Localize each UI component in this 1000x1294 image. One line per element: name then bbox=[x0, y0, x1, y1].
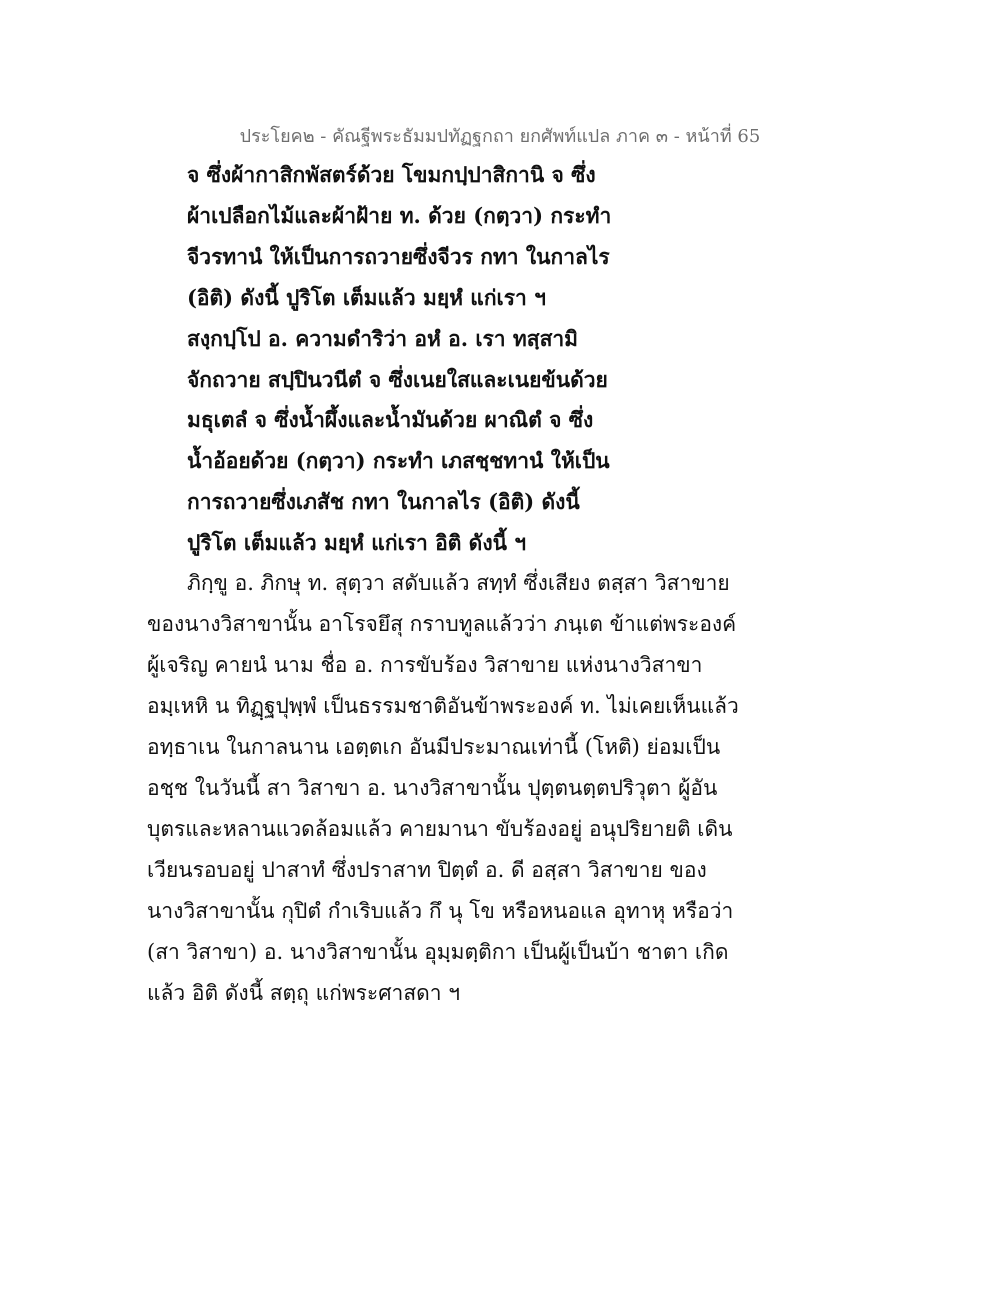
prose-line: อมฺเหหิ น ทิฏฺฐปุพฺพํ เป็นธรรมชาติอันข้าพระองค์ ท. ไม่เคยเห็นแล้ว bbox=[147, 694, 739, 718]
prose-line: บุตรและหลานแวดล้อมแล้ว คายมานา ขับร้องอยู่ อนุปริยายติ เดิน bbox=[147, 817, 733, 841]
verse-line: จ ซึ่งผ้ากาสิกพัสตร์ด้วย โขมกปฺปาสิกานิ จ ซึ่ง bbox=[187, 162, 596, 187]
prose-line: ผู้เจริญ คายนํ นาม ชื่อ อ. การขับร้อง วิสาขาย แห่งนางวิสาขา bbox=[147, 653, 703, 677]
prose-line: นางวิสาขานั้น กุปิตํ กำเริบแล้ว กึ นุ โข หรือหนอแล อุทาหุ หรือว่า bbox=[147, 899, 734, 923]
page-header: ประโยค๒ - คัณฐีพระธัมมปทัฏฐกถา ยกศัพท์แปล ภาค ๓ - หน้าที่ 65 bbox=[239, 126, 761, 147]
prose-line: อทฺธาเน ในกาลนาน เอตฺตเก อันมีประมาณเท่านี้ (โหติ) ย่อมเป็น bbox=[147, 735, 721, 759]
verse-line: ปูริโต เต็มแล้ว มยฺหํ แก่เรา อิติ ดังนี้ ฯ bbox=[187, 530, 527, 555]
prose-line: อชฺช ในวันนี้ สา วิสาขา อ. นางวิสาขานั้น ปุตฺตนตฺตปริวุตา ผู้อัน bbox=[147, 776, 718, 800]
prose-line: ภิกฺขู อ. ภิกษุ ท. สุตฺวา สดับแล้ว สทฺทํ ซึ่งเสียง ตสฺสา วิสาขาย bbox=[187, 571, 730, 595]
verse-line: ผ้าเปลือกไม้และผ้าฝ้าย ท. ด้วย (กตฺวา) กระทำ bbox=[187, 203, 612, 228]
verse-line: การถวายซึ่งเภสัช กทา ในกาลไร (อิติ) ดังนี้ bbox=[187, 489, 580, 514]
verse-line: สงฺกปฺโป อ. ความดำริว่า อหํ อ. เรา ทสฺสามิ bbox=[187, 326, 579, 351]
prose-line: เวียนรอบอยู่ ปาสาทํ ซึ่งปราสาท ปิตฺตํ อ. ดี อสฺสา วิสาขาย ของ bbox=[147, 858, 707, 882]
prose-line: ของนางวิสาขานั้น อาโรจยึสุ กราบทูลแล้วว่า ภนฺเต ข้าแต่พระองค์ bbox=[147, 612, 737, 636]
verse-line: มธุเตลํ จ ซึ่งน้ำผึ้งและน้ำมันด้วย ผาณิตํ จ ซึ่ง bbox=[187, 407, 594, 432]
verse-line: จีวรทานํ ให้เป็นการถวายซึ่งจีวร กทา ในกาลไร bbox=[187, 244, 610, 269]
prose-line: (สา วิสาขา) อ. นางวิสาขานั้น อุมฺมตฺติกา เป็นผู้เป็นบ้า ชาตา เกิด bbox=[147, 940, 729, 964]
prose-line: แล้ว อิติ ดังนี้ สตฺถุ แก่พระศาสดา ฯ bbox=[147, 981, 461, 1005]
verse-line: น้ำอ้อยด้วย (กตฺวา) กระทำ เภสชฺชทานํ ให้เป็น bbox=[187, 448, 610, 473]
verse-line: จักถวาย สปฺปินวนีตํ จ ซึ่งเนยใสและเนยข้นด้วย bbox=[187, 367, 608, 392]
verse-line: (อิติ) ดังนี้ ปูริโต เต็มแล้ว มยฺหํ แก่เรา ฯ bbox=[187, 285, 546, 310]
